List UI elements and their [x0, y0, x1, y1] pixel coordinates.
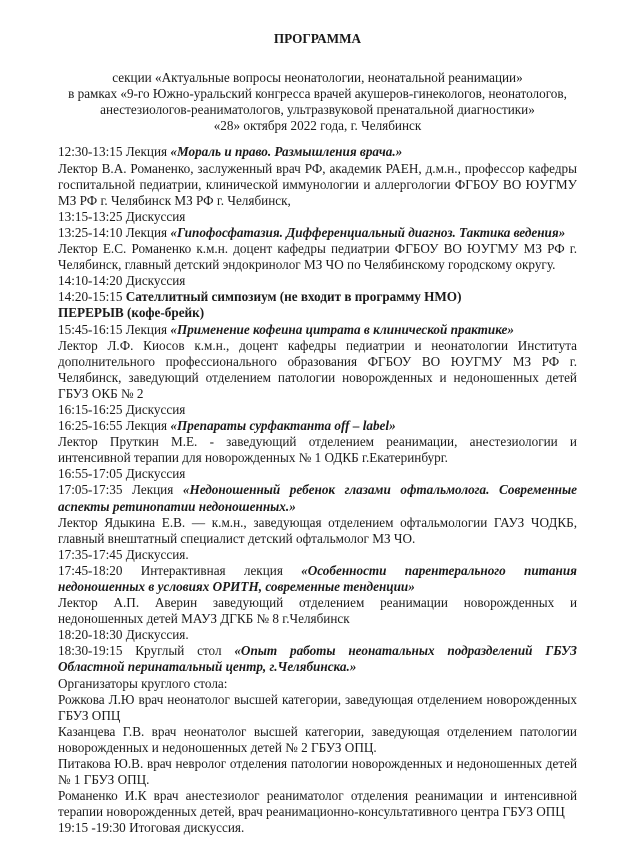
schedule-paragraph [58, 241, 577, 273]
text-run: 16:25-16:55 Лекция [58, 418, 171, 434]
schedule-paragraph [58, 402, 577, 418]
bold-text-run: Сателлитный симпозиум (не входит в программу НМО) [125, 289, 462, 305]
text-run: 16:15-16:25 Дискуссия [58, 401, 186, 417]
schedule-paragraph [58, 434, 577, 466]
text-run: Лектор А.П. Аверин заведующий отделением реанимации новорожденных и недоношенных детей МАУЗ ДГКБ № 8 г.Челябинск [58, 595, 577, 627]
schedule-paragraph [58, 595, 577, 627]
text-run: 15:45-16:15 Лекция [58, 321, 171, 337]
schedule-paragraph [58, 144, 577, 160]
text-run: 17:45-18:20 Интерактивная лекция [58, 562, 302, 578]
text-run: Питакова Ю.В. врач невролог отделения патологии новорожденных и недоношенных детей № 1 ГБУЗ ОПЦ. [58, 756, 577, 788]
schedule-paragraph [58, 209, 577, 225]
schedule-paragraph [58, 788, 577, 820]
schedule-paragraph [58, 161, 577, 209]
schedule-paragraph [58, 724, 577, 756]
schedule-paragraph [58, 289, 577, 305]
text-run: 13:15-13:25 Дискуссия [58, 208, 186, 224]
text-run: Рожкова Л.Ю врач неонатолог высшей категории, заведующая отделением новорожденных ГБУЗ ОПЦ [58, 691, 577, 723]
schedule-paragraph [58, 627, 577, 643]
session-title-run: «Недоношенный ребенок глазами офтальмолога. Современные аспекты ретинопатии недоношенных.» [58, 482, 578, 514]
schedule-paragraph [58, 692, 577, 724]
text-run: 18:30-19:15 Круглый стол [58, 643, 235, 659]
schedule-paragraph [58, 305, 577, 321]
schedule-paragraph [58, 515, 577, 547]
text-run: Лектор Пруткин М.Е. - заведующий отделением реанимации, анестезиологии и интенсивной терапии для новорожденных № 1 ОДКБ г.Екатеринбург. [58, 434, 577, 466]
text-run: Романенко И.К врач анестезиолог реаниматолог отделения реанимации и интенсивной терапии новорожденных детей, врач реанимационно-консультативного центра ГБУЗ ОПЦ [58, 788, 577, 820]
text-run: Лектор Л.Ф. Киосов к.м.н., доцент кафедры педиатрии и неонатологии Института дополнительного профессионального образования ФГБОУ ВО ЮУГМУ МЗ РФ г. Челябинск, заведующий отделением патологии новорожденных и недоношенных детей ГБУЗ ОКБ № 2 [58, 337, 577, 401]
schedule-paragraph [58, 338, 577, 402]
schedule-paragraph [58, 643, 577, 675]
subtitle-line-4: «28» октября 2022 года, г. Челябинск [213, 118, 422, 134]
schedule-paragraph [58, 225, 577, 241]
session-title-run: «Применение кофеина цитрата в клинической практике» [170, 321, 514, 337]
subtitle-line-1: секции «Актуальные вопросы неонатологии, неонатальной реанимации» [112, 70, 523, 86]
session-title-run: «Мораль и право. Размышления врача.» [170, 144, 403, 160]
schedule-paragraph [58, 273, 577, 289]
text-run: 14:20-15:15 [58, 289, 126, 305]
text-run: 12:30-13:15 Лекция [58, 144, 171, 160]
text-run: 13:25-14:10 Лекция [58, 224, 171, 240]
session-title-run: «Препараты сурфактанта off – label» [170, 418, 396, 434]
schedule-paragraph [58, 418, 577, 434]
schedule-paragraph [58, 563, 577, 595]
schedule-paragraph [58, 676, 577, 692]
schedule [58, 144, 577, 836]
schedule-paragraph [58, 482, 577, 514]
text-run: 17:35-17:45 Дискуссия. [58, 546, 189, 562]
schedule-paragraph [58, 547, 577, 563]
session-title-run: «Опыт работы неонатальных подразделений ГБУЗ Областной перинатальный центр, г.Челябинска.» [58, 643, 577, 675]
text-run: Организаторы круглого стола: [58, 675, 228, 691]
text-run: Лектор Ядыкина Е.В. — к.м.н., заведующая отделением офтальмологии ГАУЗ ЧОДКБ, главный внештатный специалист детский офтальмолог МЗ ЧО. [58, 514, 577, 546]
session-title-run: «Особенности парентерального питания недоношенных в условиях ОРИТН, современные тенденции» [58, 562, 577, 594]
bold-text-run: ПЕРЕРЫВ (кофе-брейк) [58, 305, 205, 321]
schedule-paragraph [58, 466, 577, 482]
schedule-paragraph [58, 322, 577, 338]
subtitle-line-2: в рамках «9-го Южно-уральский конгресса врачей акушеров-гинекологов, неонатологов, [68, 86, 567, 102]
text-run: 16:55-17:05 Дискуссия [58, 466, 186, 482]
text-run: Казанцева Г.В. врач неонатолог высшей категории, заведующая отделением патологии новорожденных и недоношенных детей № 2 ГБУЗ ОПЦ. [58, 723, 577, 755]
text-run: 14:10-14:20 Дискуссия [58, 273, 186, 289]
session-title-run: «Гипофосфатазия. Дифференциальный диагноз. Тактика ведения» [170, 224, 566, 240]
schedule-paragraph [58, 820, 577, 836]
text-run: Лектор Е.С. Романенко к.м.н. доцент кафедры педиатрии ФГБОУ ВО ЮУГМУ МЗ РФ г. Челябинск, главный детский эндокринолог МЗ ЧО по Челябинскому городскому округу. [58, 241, 577, 273]
document-title: ПРОГРАММА [273, 31, 362, 46]
subtitle-line-3: анестезиологов-реаниматологов, ультразвуковой пренатальной диагностики» [100, 102, 535, 118]
text-run: 17:05-17:35 Лекция [58, 482, 183, 498]
schedule-paragraph [58, 756, 577, 788]
text-run: 18:20-18:30 Дискуссия. [58, 627, 189, 643]
text-run: Лектор В.А. Романенко, заслуженный врач РФ, академик РАЕН, д.м.н., профессор кафедры госпитальной педиатрии, клинической иммунологии и аллергологии ФГБОУ ВО ЮУГМУ МЗ РФ г. Челябинск МЗ РФ г. Челябинск, [58, 160, 577, 208]
text-run: 19:15 -19:30 Итоговая дискуссия. [58, 820, 245, 836]
document-subtitle [58, 70, 577, 134]
